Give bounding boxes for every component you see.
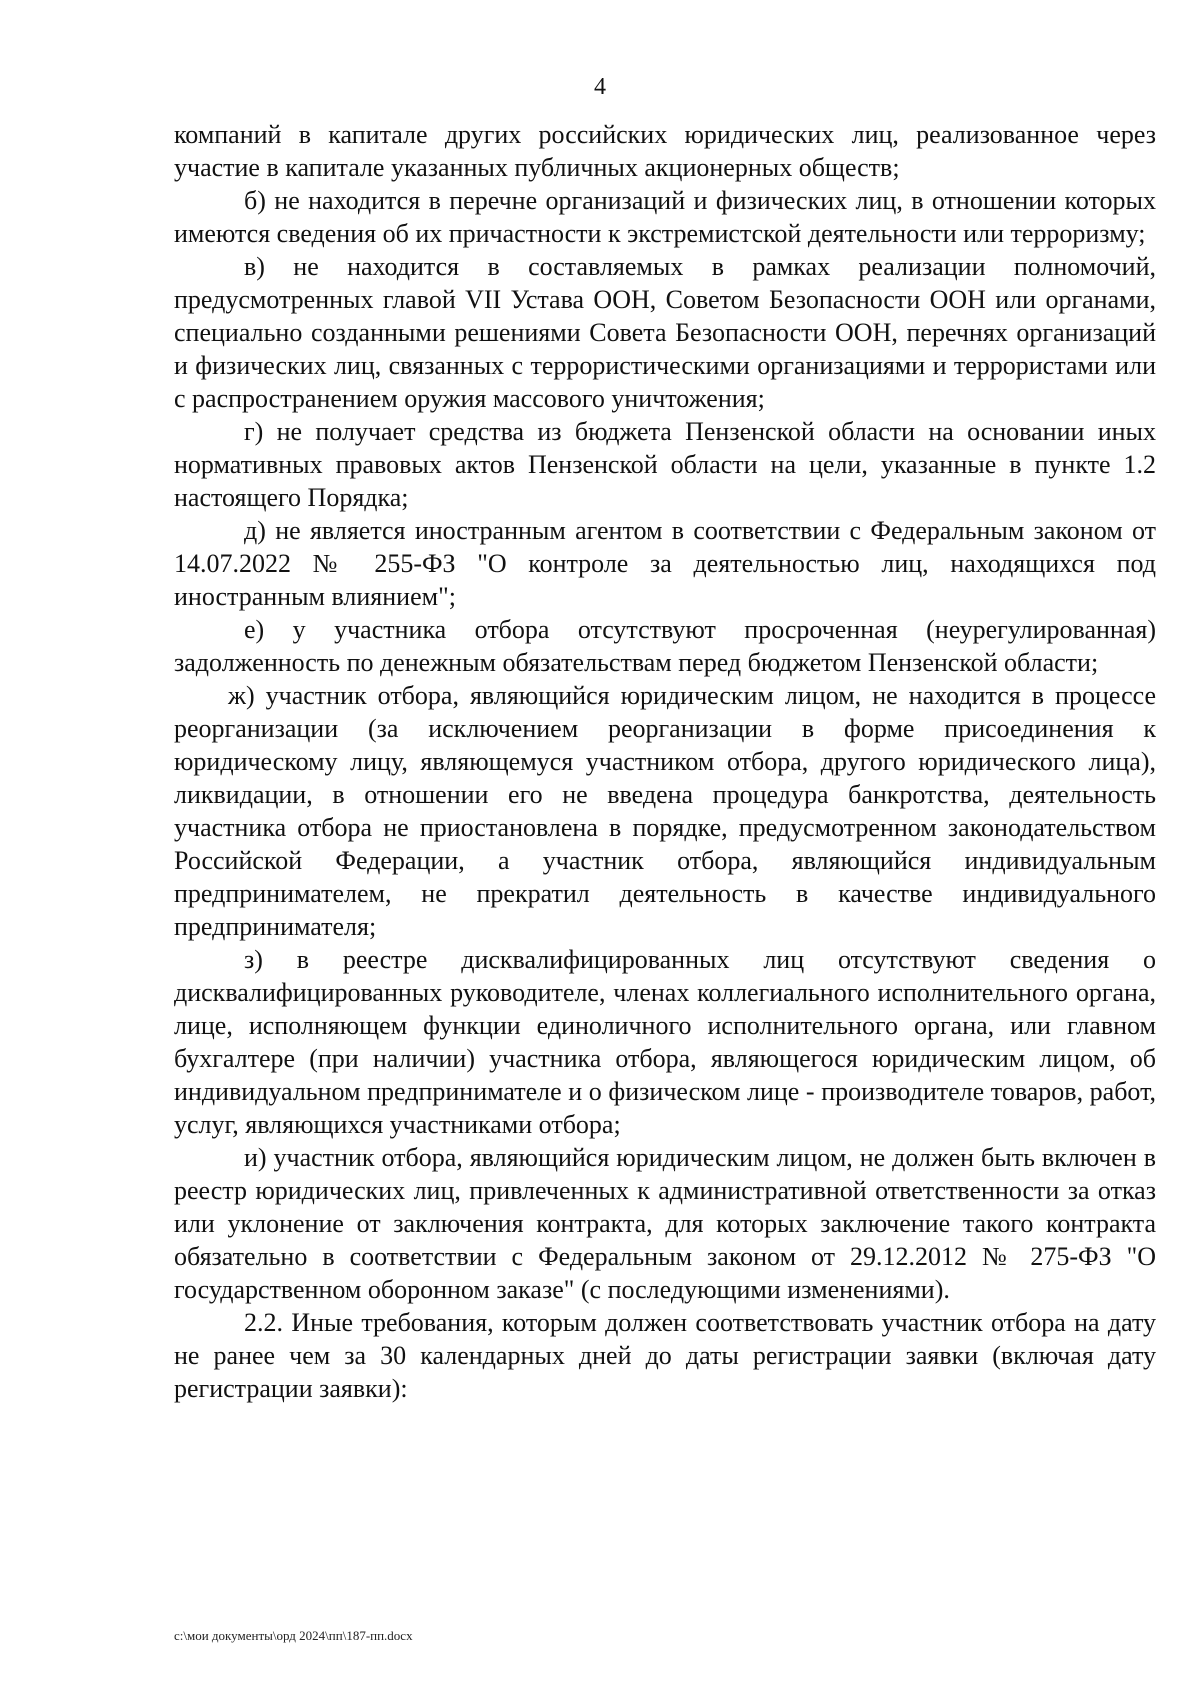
paragraph-g: г) не получает средства из бюджета Пензенской области на основании иных нормативных правовых актов Пензенской области на цели, указанные в пункте 1.2 настоящего Порядка;: [174, 417, 1156, 512]
paragraph-continuation: компаний в капитале других российских юридических лиц, реализованное через участие в капитале указанных публичных акционерных обществ;: [174, 120, 1156, 182]
footer-file-path: c:\мои документы\орд 2024\пп\187-пп.docx: [174, 1628, 413, 1643]
paragraph-z: з) в реестре дисквалифицированных лиц отсутствуют сведения о дисквалифицированных руководителе, членах коллегиального исполнительного органа, лице, исполняющем функции единоличного исполнительного органа, или главном бухгалтере (при наличии) участника отбора, являющегося юридическим лицом, об индивидуальном предпринимателе и о физическом лице - производителе товаров, работ, услуг, являющихся участниками отбора;: [174, 945, 1156, 1139]
paragraph-zh: ж) участник отбора, являющийся юридическим лицом, не находится в процессе реорганизации (за исключением реорганизации в форме присоединения к юридическому лицу, являющемуся участником отбора, другого юридического лица), ликвидации, в отношении его не введена процедура банкротства, деятельность участника отбора не приостановлена в порядке, предусмотренном законодательством Российской Федерации, а участник отбора, являющийся индивидуальным предпринимателем, не прекратил деятельность в качестве индивидуального предпринимателя;: [174, 681, 1156, 941]
paragraph-b: б) не находится в перечне организаций и физических лиц, в отношении которых имеются сведения об их причастности к экстремистской деятельности или терроризму;: [174, 186, 1156, 248]
paragraph-i: и) участник отбора, являющийся юридическим лицом, не должен быть включен в реестр юридических лиц, привлеченных к административной ответственности за отказ или уклонение от заключения контракта, для которых заключение такого контракта обязательно в соответствии с Федеральным законом от 29.12.2012 № 275-ФЗ "О государственном оборонном заказе" (с последующими изменениями).: [174, 1143, 1156, 1304]
paragraph-e: е) у участника отбора отсутствуют просроченная (неурегулированная) задолженность по денежным обязательствам перед бюджетом Пензенской области;: [174, 615, 1156, 677]
document-body: [174, 118, 1156, 1405]
page-number: 4: [594, 74, 606, 100]
paragraph-2-2: 2.2. Иные требования, которым должен соответствовать участник отбора на дату не ранее чем за 30 календарных дней до даты регистрации заявки (включая дату регистрации заявки):: [174, 1308, 1156, 1403]
paragraph-d: д) не является иностранным агентом в соответствии с Федеральным законом от 14.07.2022 № 255-ФЗ "О контроле за деятельностью лиц, находящихся под иностранным влиянием";: [174, 516, 1156, 611]
paragraph-v: в) не находится в составляемых в рамках реализации полномочий, предусмотренных главой VII Устава ООН, Советом Безопасности ООН или органами, специально созданными решениями Совета Безопасности ООН, перечнях организаций и физических лиц, связанных с террористическими организациями и террористами или с распространением оружия массового уничтожения;: [174, 252, 1156, 413]
